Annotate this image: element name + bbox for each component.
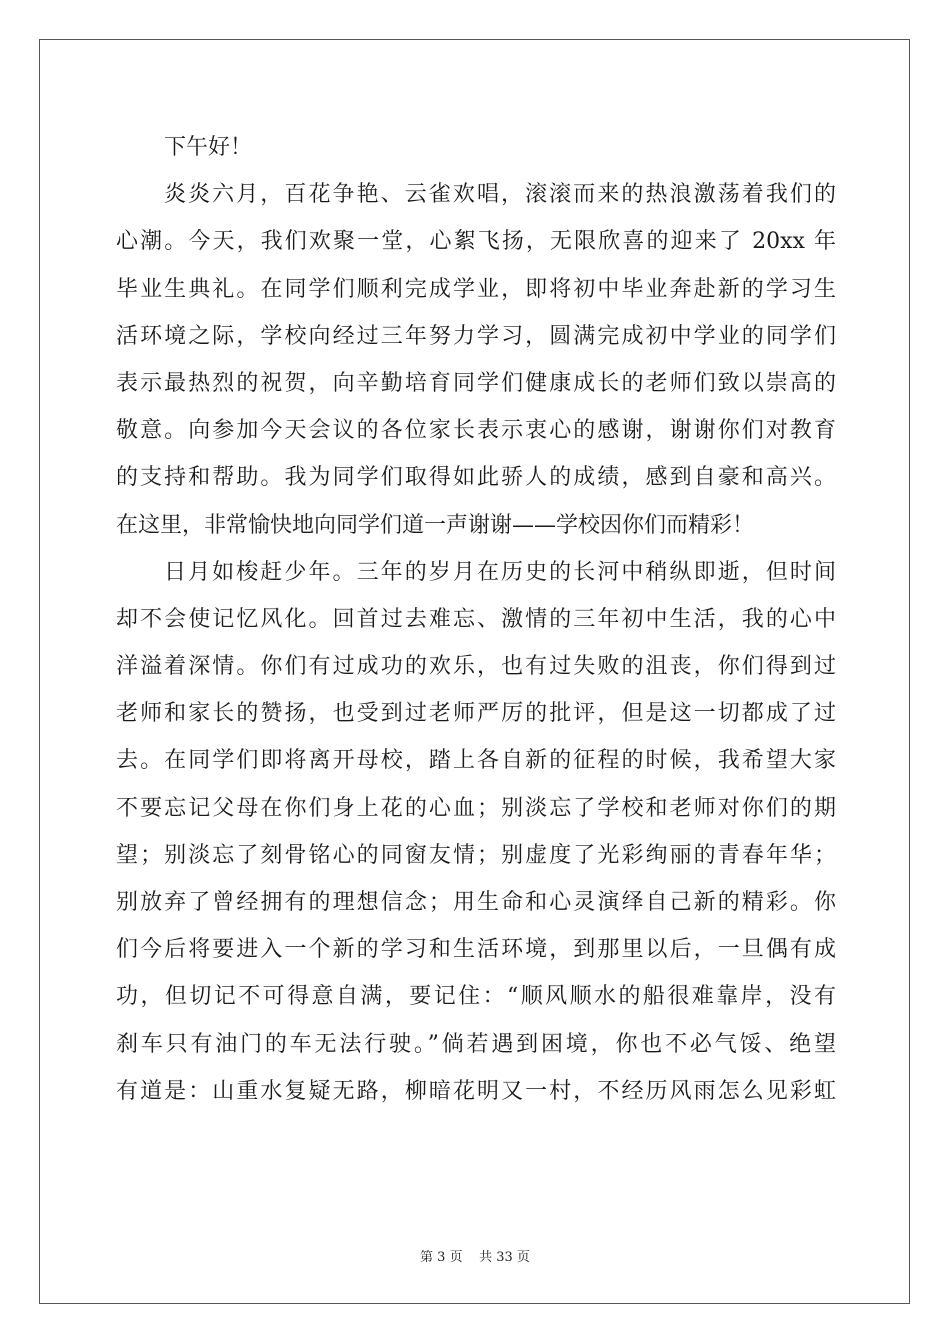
page-footer <box>0 1246 950 1265</box>
text-line: 望；别淡忘了刻骨铭心的同窗友情；别虚度了光彩绚丽的青春年华； <box>116 842 836 868</box>
text-line: 的支持和帮助。我为同学们取得如此骄人的成绩，感到自豪和高兴。 <box>116 465 836 491</box>
page-number: 第 3 页 <box>420 1250 463 1265</box>
text-line: 敬意。向参加今天会议的各位家长表示衷心的感谢，谢谢你们对教育 <box>116 418 836 444</box>
text-line: 去。在同学们即将离开母校，踏上各自新的征程的时候，我希望大家 <box>116 748 836 774</box>
document-body <box>116 124 836 1115</box>
text-line: 洋溢着深情。你们有过成功的欢乐，也有过失败的沮丧，你们得到过 <box>116 654 836 680</box>
text-line: 心潮。今天，我们欢聚一堂，心絮飞扬，无限欣喜的迎来了 20xx 年 <box>116 229 836 255</box>
text-line: 刹车只有油门的车无法行驶。”倘若遇到困境，你也不必气馁、绝望 <box>116 1031 836 1057</box>
text-line: 活环境之际，学校向经过三年努力学习，圆满完成初中学业的同学们 <box>116 323 836 349</box>
text-line: 毕业生典礼。在同学们顺利完成学业，即将初中毕业奔赴新的学习生 <box>116 276 836 302</box>
text-line: 在这里，非常愉快地向同学们道一声谢谢——学校因你们而精彩！ <box>116 512 755 538</box>
total-pages: 共 33 页 <box>479 1250 530 1265</box>
text-line: 别放弃了曾经拥有的理想信念；用生命和心灵演绎自己新的精彩。你 <box>116 890 836 915</box>
text-line: 功，但切记不可得意自满，要记住：“顺风顺水的船很难靠岸，没有 <box>116 984 836 1010</box>
text-line: 炎炎六月，百花争艳、云雀欢唱，滚滚而来的热浪激荡着我们的 <box>164 182 836 208</box>
text-line: 有道是：山重水复疑无路，柳暗花明又一村，不经历风雨怎么见彩虹 <box>116 1078 836 1104</box>
text-line: 老师和家长的赞扬，也受到过老师严厉的批评，但是这一切都成了过 <box>116 701 836 727</box>
text-line: 日月如梭赶少年。三年的岁月在历史的长河中稍纵即逝，但时间 <box>164 559 836 585</box>
text-line: 们今后将要进入一个新的学习和生活环境，到那里以后，一旦偶有成 <box>116 937 836 963</box>
text-line: 却不会使记忆风化。回首过去难忘、激情的三年初中生活，我的心中 <box>116 606 836 632</box>
greeting-line: 下午好！ <box>164 135 253 160</box>
text-line: 不要忘记父母在你们身上花的心血；别淡忘了学校和老师对你们的期 <box>116 795 836 821</box>
text-line: 表示最热烈的祝贺，向辛勤培育同学们健康成长的老师们致以崇高的 <box>116 370 836 396</box>
